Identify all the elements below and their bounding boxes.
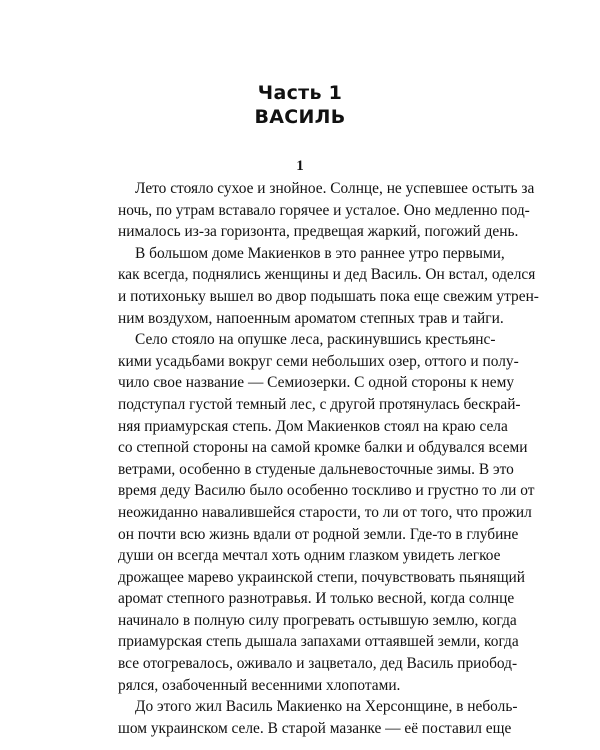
part-title: ВАСИЛЬ	[254, 106, 346, 128]
text-line: начинало в полную силу прогревать остывшую землю, когда	[118, 611, 517, 629]
text-line: как всегда, поднялись женщины и дед Василь. Он встал, оделся	[118, 266, 536, 284]
text-line: неожиданно навалившейся старости, то ли от того, что прожил	[118, 503, 532, 521]
paragraph-2	[118, 243, 539, 329]
text-line: подступал густой темный лес, с другой протянулась бескрай-	[118, 395, 521, 413]
text-line: шом украинском селе. В старой мазанке — её поставил еще	[118, 719, 512, 737]
text-line: души он всегда мечтал хоть одним глазком увидеть легкое	[118, 547, 501, 565]
text-line: все отогревалось, оживало и зацветало, дед Василь приобод-	[118, 655, 518, 673]
text-line: ним воздухом, напоенным ароматом степных трав и тайги.	[118, 309, 504, 327]
paragraph-1	[118, 178, 535, 243]
paragraph-3	[118, 329, 535, 696]
text-line: чило свое название — Семиозерки. С одной стороны к нему	[118, 374, 515, 392]
body-text	[118, 178, 539, 739]
part-label: Часть 1	[257, 82, 343, 104]
text-line: няя приамурская степь. Дом Макиенков стоял на краю села	[118, 417, 508, 435]
text-line: Лето стояло сухое и знойное. Солнце, не успевшее остыть за	[135, 180, 535, 197]
text-line: и потихоньку вышел во двор подышать пока еще свежим утрен-	[118, 287, 539, 305]
text-line: ветрами, особенно в студеные дальневосточные зимы. В это	[118, 460, 514, 478]
text-line: В большом доме Макиенков в это раннее утро первыми,	[135, 244, 505, 262]
text-line: приамурская степь дышала запахами оттаявшей земли, когда	[118, 633, 519, 651]
text-line: время деду Василю было особенно тоскливо и грустно то ли от	[118, 482, 535, 500]
text-line: ночь, по утрам вставало горячее и усталое. Оно медленно под-	[118, 201, 530, 219]
text-line: нималось из-за горизонта, предвещая жаркий, погожий день.	[118, 223, 519, 241]
text-line: Село стояло на опушке леса, раскинувшись крестьянс-	[135, 331, 496, 349]
paragraph-4	[118, 696, 518, 739]
text-line: он почти всю жизнь вдали от родной земли. Где-то в глубине	[118, 525, 519, 543]
text-line: кими усадьбами вокруг семи небольших озер, оттого и полу-	[118, 352, 519, 370]
text-line: рялся, озабоченный весенними хлопотами.	[118, 676, 401, 694]
chapter-number: 1	[296, 158, 304, 174]
text-line: аромат степного разнотравья. И только весной, когда солнце	[118, 590, 515, 608]
text-line: До этого жил Василь Макиенко на Херсонщине, в неболь-	[135, 698, 518, 716]
text-line: со степной стороны на самой кромке балки и обдувался всеми	[118, 439, 528, 457]
text-line: дрожащее марево украинской степи, почувствовать пьянящий	[118, 568, 526, 586]
